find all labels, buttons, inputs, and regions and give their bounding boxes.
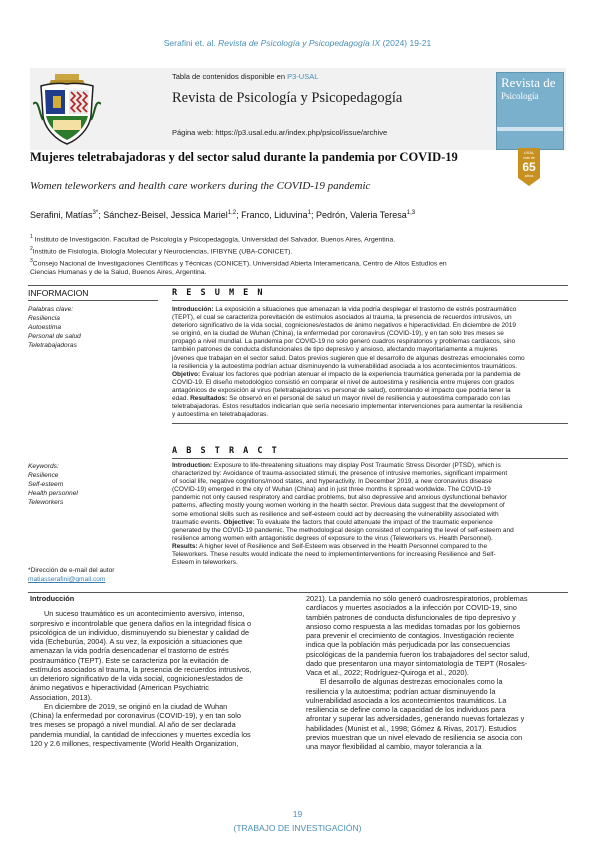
text-run: patterns, affecting mostly young women working in the health sector. Previous data suggest that the development of xyxy=(172,502,505,510)
text-line xyxy=(172,462,568,470)
text-line xyxy=(172,470,568,478)
running-head-pages: (2024) 19-21 xyxy=(382,38,432,48)
info-heading: INFORMACION xyxy=(28,288,89,298)
keywords-label: Palabras clave: xyxy=(28,306,74,313)
body-line: resiliencia y la autoestima; podrían actuar disminuyendo la xyxy=(306,686,496,696)
keyword: Self-esteem xyxy=(28,481,64,488)
text-run: jóvenes que trabajan en el sector salud. Datos previos sugieren que el desarrollo de algunas destrezas emocionales como xyxy=(172,354,525,362)
keyword: Health personnel xyxy=(28,490,78,497)
keyword: Resilience xyxy=(28,472,59,479)
body-line: afrontar y superar las adversidades, generando nuevas fortalezas y xyxy=(306,714,525,724)
intro-heading: Introducción xyxy=(30,594,75,603)
section-label: Introduction: xyxy=(172,462,213,469)
keyword: Autoestima xyxy=(28,324,61,331)
text-run: traumatic events. xyxy=(172,518,224,526)
body-line: psicológicas de la pandemia fueron los trabajadores del sector salud, xyxy=(306,649,530,659)
text-run: Evaluar los factores que podrían atenuar el impacto de la experiencia traumática generada por la pandemia de xyxy=(200,370,521,378)
top-rule xyxy=(28,285,568,286)
journal-title: Revista de Psicología y Psicopedagogía xyxy=(172,90,403,106)
body-line: 2021). La pandemia no sólo generó cuadrosrespiratorios, problemas xyxy=(306,594,528,603)
body-left-column xyxy=(30,594,275,748)
body-line: indica que la población más perjudicada por las consecuencias xyxy=(306,640,511,650)
text-line xyxy=(172,306,568,314)
text-line xyxy=(172,314,568,322)
university-crest-icon xyxy=(33,70,101,148)
text-line xyxy=(172,535,568,543)
article-subtitle: Women teleworkers and health care workers during the COVID-19 pandemic xyxy=(30,180,371,192)
text-run: (TEPT), el cual se caracteriza porevitación de estímulos asociados al trauma, la presencia de recuerdos intrusivos, un xyxy=(172,314,512,322)
body-line: postraumático (TEPT). Este se caracteriza por la evitación de xyxy=(30,655,229,665)
abstract-heading: A B S T R A C T xyxy=(172,446,279,456)
text-line xyxy=(172,355,568,363)
text-line xyxy=(172,559,568,567)
intro-text-left xyxy=(30,609,275,748)
text-line xyxy=(172,387,568,395)
body-line: amenazan la vida podría desencadenar el trastorno de estrés xyxy=(30,646,229,656)
keyword: Teletrabajadoras xyxy=(28,342,77,349)
text-run: antagónicos de exposición al virus (teletrabajadoras vs personal de salud), controlando el impacto que podría tener la xyxy=(172,386,511,394)
body-line: sorpresivo e incontrolable que genera daños en la integridad física o xyxy=(30,618,252,628)
badge-bottom: años xyxy=(524,173,534,178)
abstract-text xyxy=(172,462,568,567)
article-title: Mujeres teletrabajadoras y del sector salud durante la pandemia por COVID-19 xyxy=(30,150,458,164)
body-line: tres meses se propagó a nivel mundial. Al año de ser declarada xyxy=(30,720,236,730)
text-line xyxy=(172,322,568,330)
affiliation: Ciencias Humanas y de la Salud, Buenos Aires, Argentina. xyxy=(30,269,207,277)
body-line: dado que presentaron una mayor sintomatología de TEPT (Rosales- xyxy=(306,658,528,668)
badge-number: 65 xyxy=(522,160,536,174)
running-head-journal: Revista de Psicología y Psicopedagogía IX xyxy=(218,38,381,48)
text-run: pandemic not only caused respiratory and cardiac problems, but also depressive and anxious dysfunctional behavior xyxy=(172,494,507,502)
body-line: Vaca et al., 2022; Rodríguez-Quiroga et al., 2020). xyxy=(306,668,469,677)
text-run: A higher level of Resilience and Self-Esteem was observed in the Health Personnel compared to the xyxy=(197,542,488,550)
text-run: Teleworkers. These results would indicate the need to implementinterventions for increasing Resilience and Self- xyxy=(172,551,496,559)
badge-top: USAL xyxy=(523,150,535,155)
section-label: Resultados: xyxy=(190,395,228,403)
affiliation: $^3$Consejo Nacional de Investigaciones Científicas y Técnicas (CONICET). Universidad Abierta Interamericana, Centro de Altos Estudios en xyxy=(30,257,447,267)
running-head-authors: Serafini et. al. xyxy=(163,38,216,48)
text-line xyxy=(172,346,568,354)
text-run: la resiliencia y la autoestima podrían actuar disminuyendo la vulnerabilidad asociada a los acontecimientos traumáticos. xyxy=(172,362,518,370)
section-label: Objetivo: xyxy=(172,370,201,378)
author-email-link[interactable]: matiasserafini@gmail.com xyxy=(28,576,106,583)
text-run: of social life, negative cognitions/mood states, and hyperactivity. In December 2019, a new coronavirus disease xyxy=(172,478,492,486)
text-line xyxy=(172,543,568,551)
body-line: resiliencia se define como la capacidad de los individuos para xyxy=(306,705,506,714)
info-rule xyxy=(28,300,158,301)
badge-middle: más de xyxy=(523,156,535,160)
text-run: Esteem in teleworkers. xyxy=(172,559,238,567)
anniversary-badge-icon xyxy=(516,148,542,186)
body-line: Association, 2013). xyxy=(30,692,93,702)
body-top-rule xyxy=(28,592,568,593)
text-run: COVID-19. El diseño metodológico consistió en comparar el nivel de autoestima y resiliencia entre mujeres con grados xyxy=(172,378,515,386)
text-line xyxy=(172,502,568,510)
text-run: propagó a nivel mundial. La pandemia por COVID-19 no solo generó cuadros respiratorios y problemas cardíacos, sino xyxy=(172,338,516,346)
text-run: resilience among women with antagonistic degrees of exposure to the virus (Teleworkers vs. Health Personnel). xyxy=(172,534,493,542)
body-line: también patrones de conducta disfuncionales de tipo depresivo y xyxy=(306,612,516,622)
body-right-column xyxy=(306,594,571,751)
body-line: cardíacos y muertes asociados a la infección por COVID-19, sino xyxy=(306,603,517,613)
cover-title-2: Psicología xyxy=(501,91,539,101)
journal-web-url[interactable]: Página web: https://p3.usal.edu.ar/index.php/psicol/issue/archive xyxy=(172,128,388,137)
journal-cover-thumbnail xyxy=(496,72,564,150)
cover-stripe xyxy=(497,127,563,131)
body-line: En diciembre de 2019, se originó en la ciudad de Wuhan xyxy=(44,701,228,711)
body-line: psicológica de un individuo, disminuyendo su bienestar y calidad de xyxy=(30,627,250,637)
section-label: Results: xyxy=(172,542,198,550)
body-line: ánimo negativos e hiperactividad (American Psychiatric xyxy=(30,683,209,693)
body-line: previos muestran que un nivel elevado de resiliencia se asocia con xyxy=(306,732,523,742)
body-line: un deterioro significativo de la vida social, cogniciones/estados de xyxy=(30,674,243,683)
keyword: Teleworkers xyxy=(28,499,64,506)
resumen-rule xyxy=(172,300,568,301)
author-list: Serafini, Matías$^{3*}$; Sánchez-Beisel, Jessica Mariel$^{1,2}$; Franco, Liduvina$^1$; Pedrón, Valeria Teresa$^{1,3}$ xyxy=(30,210,416,220)
page-number: 19 xyxy=(292,809,303,819)
author: Serafini, Matías$^{3*}$ xyxy=(30,210,99,220)
text-line xyxy=(172,486,568,494)
text-line xyxy=(172,494,568,502)
text-run: edad. xyxy=(172,395,191,403)
text-line xyxy=(172,551,568,559)
keywords-en xyxy=(28,462,163,507)
text-run: generated by the COVID-19 pandemic. The methodological design consisted of comparing the level of self-esteem and xyxy=(172,526,514,534)
section-label: Introducción: xyxy=(172,306,214,313)
body-line: pandemia mundial, la cantidad de infecciones y muertes excedía los xyxy=(30,729,251,739)
text-line xyxy=(172,403,568,411)
running-head xyxy=(0,38,595,48)
text-run: To evaluate the factors that could attenuate the impact of the traumatic experience xyxy=(254,518,493,526)
toc-availability-text: Tabla de contenidos disponible en xyxy=(172,72,286,81)
resumen-heading: R E S U M E N xyxy=(172,288,265,298)
text-line xyxy=(172,363,568,371)
body-line: una mayor flexibilidad al cambio, mayor tolerancia a la xyxy=(306,742,482,751)
toc-link[interactable]: P3-USAL xyxy=(287,72,319,81)
body-line: para prevenir el crecimiento de contagios. Investigación reciente xyxy=(306,631,515,640)
text-line xyxy=(172,511,568,519)
body-line: 120 y 2.6 millones, respectivamente (World Health Organization, xyxy=(30,738,239,748)
text-run: La exposición a situaciones que amenazan la vida podría desplegar el trastorno de estrés postraumático xyxy=(213,306,517,313)
body-line: vida (Echeburúa, 2004). A su vez, la exposición a situaciones que xyxy=(30,637,243,646)
author: Sánchez-Beisel, Jessica Mariel$^{1,2}$ xyxy=(103,210,237,220)
body-line: El desarrollo de algunas destrezas emocionales como la xyxy=(320,677,503,687)
text-run: characterized by: Avoidance of trauma-associated stimuli, the presence of intrusive memories, significant impairment xyxy=(172,470,508,478)
body-line: ansioso como respuesta a las medidas tomadas por los gobiernos xyxy=(306,621,521,631)
body-line: (China) la enfermedad por coronavirus (COVID-19), y en tan solo xyxy=(30,711,241,720)
corresponding-author xyxy=(28,566,163,584)
author: Pedrón, Valeria Teresa$^{1,3}$ xyxy=(316,210,416,220)
text-line xyxy=(172,330,568,338)
text-run: (COVID-19) emerged in the city of Wuhan (China) and in just three months it spread worldwide. The COVID-19 xyxy=(172,486,491,494)
body-line: habilidades (Munist et al., 1998; Gómez & Rivas, 2017). Estudios xyxy=(306,723,517,733)
keyword: Resiliencia xyxy=(28,315,60,322)
keywords-es xyxy=(28,305,163,350)
text-run: Se observó en el personal de salud un mayor nivel de resiliencia y autoestima comparado con las xyxy=(227,395,511,403)
text-line xyxy=(172,338,568,346)
article-type-footer: (TRABAJO DE INVESTIGACIÓN) xyxy=(233,823,362,833)
section-label: Objective: xyxy=(223,518,255,526)
resumen-bottom-rule xyxy=(172,423,568,424)
body-line: Un suceso traumático es un acontecimiento aversivo, intenso, xyxy=(44,609,245,619)
affiliations xyxy=(30,233,570,278)
text-line xyxy=(172,395,568,403)
body-line: estímulos asociados al trauma, la presencia de recuerdos intrusivos, xyxy=(30,664,252,674)
email-label: *Dirección de e-mail del autor xyxy=(28,567,115,574)
body-line: vulnerabilidad asociada a los acontecimientos traumáticos. La xyxy=(306,695,507,705)
keyword: Personal de salud xyxy=(28,333,81,340)
text-run: teletrabajadoras. Estos resultados indicarían que sería necesario implementar intervenciones para aumentar la resiliencia xyxy=(172,403,523,411)
text-line xyxy=(172,478,568,486)
abstract-rule xyxy=(172,458,568,459)
author: Franco, Liduvina$^1$ xyxy=(241,210,312,220)
text-run: y autoestima en teletrabajadoras. xyxy=(172,411,269,419)
resumen-text xyxy=(172,306,568,419)
intro-text-right xyxy=(306,594,571,751)
text-line xyxy=(172,519,568,527)
text-line xyxy=(172,379,568,387)
text-run: se originó, en la ciudad de Wuhan (China), la enfermedad por coronavirus (COVID-19), y en tan solo tres meses se xyxy=(172,330,504,338)
text-line xyxy=(172,411,568,419)
toc-availability xyxy=(172,72,318,81)
text-run: Exposure to life-threatening situations may display Post Traumatic Stress Disorder (PTSD), which is xyxy=(212,462,501,469)
affiliation: $^2$Instituto de Fisiología, Biología Molecular y Neurociencias, IFIBYNE (UBA-CONICET). xyxy=(30,245,293,256)
text-run: some emotional skills such as resilience and self-esteem could act by decreasing the vulnerability associated with xyxy=(172,510,499,518)
text-run: también patrones de conducta disfuncionales de tipo depresivo y ansioso, afectando mayoritariamente a mujeres xyxy=(172,346,498,354)
text-line xyxy=(172,371,568,379)
text-run: deterioro significativo de la vida social, cogniciones/estados de ánimo negativos e hiperactividad. En diciembre de 2019 xyxy=(172,322,516,330)
affiliation: $^1$ Instituto de Investigación. Facultad de Psicología y Psicopedagogía, Universidad del Salvador, Buenos Aires, Argentina. xyxy=(30,234,396,244)
text-line xyxy=(172,527,568,535)
keywords-label: Keywords: xyxy=(28,463,59,470)
cover-title-1: Revista de xyxy=(501,75,556,90)
